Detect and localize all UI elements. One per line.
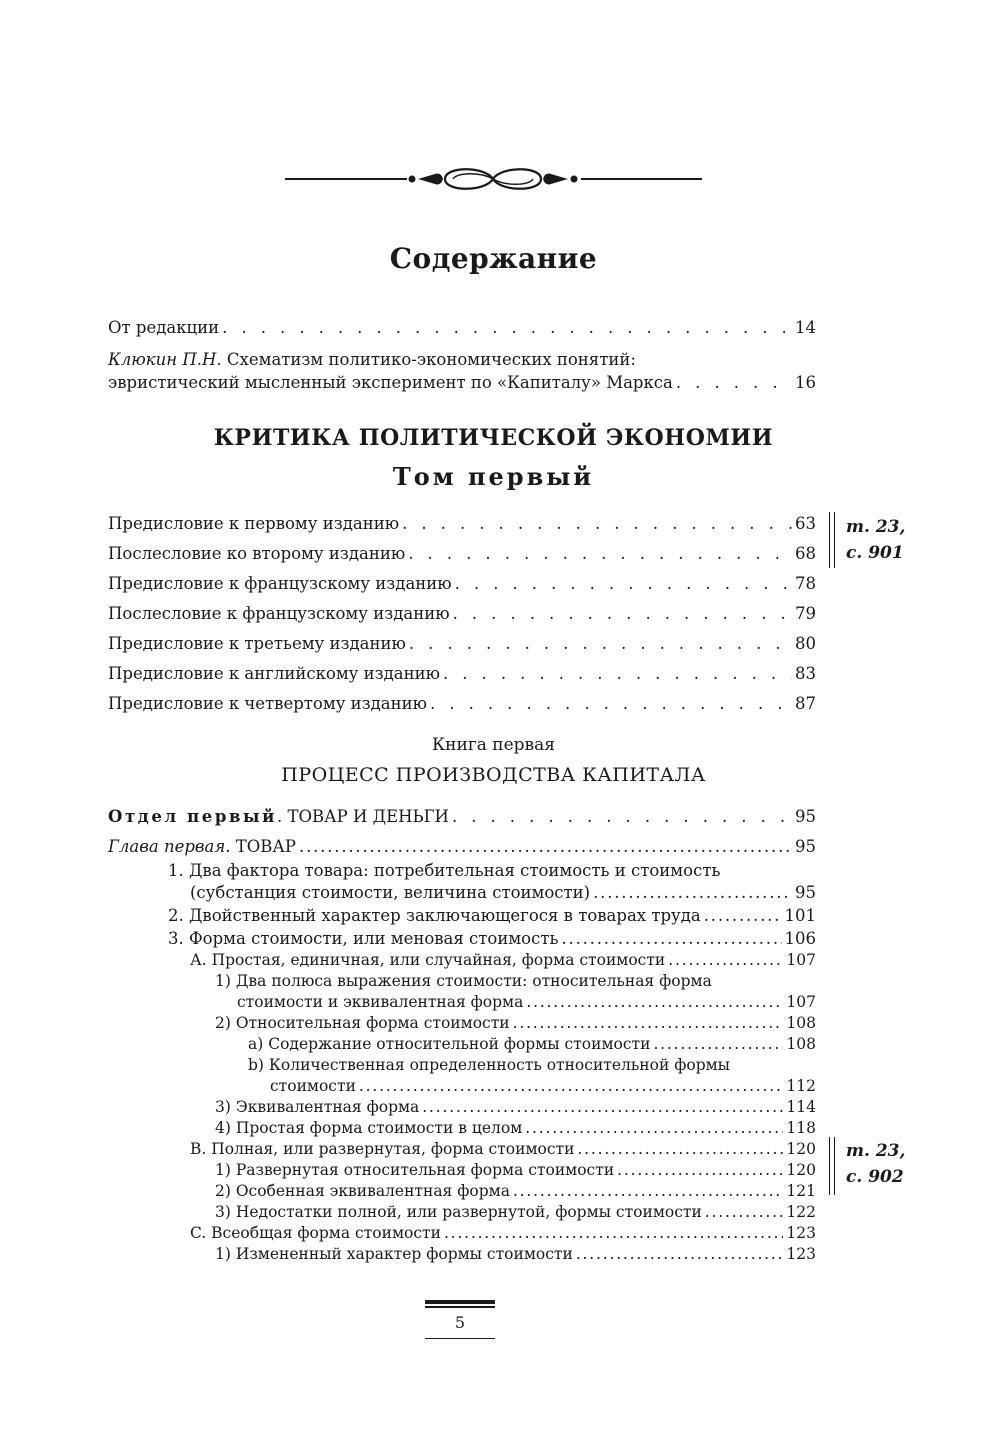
toc-entry-page: 107 xyxy=(786,951,816,969)
toc-entry-preface[interactable] xyxy=(108,543,816,565)
toc-entry-preface[interactable] xyxy=(108,633,816,655)
toc-entry-page: 80 xyxy=(795,634,816,653)
margin-note-volume: т. 23, xyxy=(846,517,906,537)
toc-entry-title: Предисловие к четвертому изданию xyxy=(108,694,428,713)
toc-entry-title: 1) Измененный характер формы стоимости xyxy=(215,1245,573,1263)
toc-entry-subitem[interactable] xyxy=(215,1013,816,1033)
toc-entry-subitem[interactable] xyxy=(190,1139,816,1159)
toc-entry-item[interactable] xyxy=(168,905,816,927)
ornament-flourish xyxy=(285,160,702,200)
toc-entry-title: Предисловие к третьему изданию xyxy=(108,634,406,653)
toc-entry-page: 121 xyxy=(786,1182,816,1200)
toc-entry-title: 4) Простая форма стоимости в целом xyxy=(215,1119,523,1137)
toc-entry-preface[interactable] xyxy=(108,513,816,535)
toc-entry-page: 83 xyxy=(795,664,816,683)
toc-entry-title: 3) Эквивалентная форма xyxy=(215,1098,420,1116)
margin-note-volume: т. 23, xyxy=(846,1141,906,1161)
toc-entry-title: Послесловие ко второму изданию xyxy=(108,544,406,563)
volume-title: Том первый xyxy=(392,462,595,491)
toc-entry-page: 79 xyxy=(795,604,816,623)
book-title: ПРОЦЕСС ПРОИЗВОДСТВА КАПИТАЛА xyxy=(281,764,706,786)
margin-note-page: с. 902 xyxy=(846,1167,904,1187)
toc-entry-title: Схематизм политико-экономических понятий: xyxy=(221,350,636,369)
toc-entry-page: 108 xyxy=(786,1035,816,1053)
margin-note-page: с. 901 xyxy=(846,543,904,563)
work-title: КРИТИКА ПОЛИТИЧЕСКОЙ ЭКОНОМИИ xyxy=(213,425,774,451)
toc-entry-subitem[interactable] xyxy=(248,1034,816,1054)
margin-note-bars xyxy=(829,1137,835,1195)
toc-entry-title: Предисловие к английскому изданию xyxy=(108,664,440,683)
toc-entry-page: 107 xyxy=(786,993,816,1011)
toc-entry-subitem[interactable] xyxy=(215,1160,816,1180)
toc-entry-page: 112 xyxy=(786,1077,816,1095)
toc-entry-title: (субстанция стоимости, величина стоимости) xyxy=(190,883,591,902)
toc-entry-page: 14 xyxy=(795,318,816,337)
toc-entry-title: эвристический мысленный эксперимент по «Капиталу» Маркса xyxy=(108,373,673,392)
toc-entry-subitem[interactable] xyxy=(215,1202,816,1222)
toc-entry-page: 106 xyxy=(784,929,816,948)
toc-entry-page: 118 xyxy=(786,1119,816,1137)
toc-entry-title: C. Всеобщая форма стоимости xyxy=(190,1224,441,1242)
toc-entry-subitem-line1[interactable]: 1) Два полюса выражения стоимости: относительная форма xyxy=(215,972,712,990)
section-label: Отдел первый xyxy=(108,807,278,826)
toc-entry-subitem[interactable] xyxy=(215,1244,816,1264)
toc-entry-page: 120 xyxy=(786,1161,816,1179)
toc-entry-title: Предисловие к первому изданию xyxy=(108,514,400,533)
toc-entry-page: 123 xyxy=(786,1224,816,1242)
footer-rule xyxy=(425,1300,495,1304)
toc-entry-subitem[interactable] xyxy=(215,1181,816,1201)
toc-entry-title: Послесловие к французскому изданию xyxy=(108,604,450,623)
toc-entry-page: 123 xyxy=(786,1245,816,1263)
toc-entry-title: 2) Относительная форма стоимости xyxy=(215,1014,510,1032)
section-title: . ТОВАР И ДЕНЬГИ xyxy=(277,807,449,826)
toc-entry-subitem[interactable] xyxy=(237,992,816,1012)
toc-entry-item-line1[interactable]: 1. Два фактора товара: потребительная стоимость и стоимость xyxy=(168,861,721,880)
toc-entry-title: А. Простая, единичная, или случайная, форма стоимости xyxy=(190,951,666,969)
toc-entry-author: Клюкин П.Н. xyxy=(108,350,222,369)
toc-entry-page: 87 xyxy=(795,694,816,713)
toc-entry-page: 16 xyxy=(795,373,816,392)
toc-entry-chapter[interactable] xyxy=(108,836,816,858)
toc-entry-preface[interactable] xyxy=(108,693,816,715)
toc-entry-page: 95 xyxy=(795,837,816,856)
page-title: Содержание xyxy=(389,242,598,275)
toc-entry-section[interactable] xyxy=(108,806,816,828)
chapter-label: Глава первая. xyxy=(108,837,231,856)
toc-entry-title: Предисловие к французскому изданию xyxy=(108,574,452,593)
toc-entry-subitem[interactable] xyxy=(190,1223,816,1243)
toc-entry-item[interactable] xyxy=(168,928,816,950)
toc-entry-page: 78 xyxy=(795,574,816,593)
toc-entry-item[interactable] xyxy=(190,882,816,904)
toc-entry-page: 68 xyxy=(795,544,816,563)
toc-entry-page: 95 xyxy=(795,807,816,826)
toc-entry-page: 63 xyxy=(795,514,816,533)
toc-entry-subitem[interactable] xyxy=(215,1118,816,1138)
toc-entry-subitem[interactable] xyxy=(270,1076,816,1096)
margin-note-bars xyxy=(829,512,835,568)
toc-entry-page: 101 xyxy=(784,906,816,925)
toc-entry-page: 122 xyxy=(786,1203,816,1221)
toc-entry-title: 1) Развернутая относительная форма стоимости xyxy=(215,1161,615,1179)
toc-entry-title: 3) Недостатки полной, или развернутой, формы стоимости xyxy=(215,1203,702,1221)
footer-rule xyxy=(425,1338,495,1339)
toc-entry-subitem[interactable] xyxy=(190,950,816,970)
toc-entry-title: 2. Двойственный характер заключающегося в товарах труда xyxy=(168,906,701,925)
toc-entry-title: стоимости xyxy=(270,1077,356,1095)
book-label: Книга первая xyxy=(432,735,555,755)
toc-entry-preface[interactable] xyxy=(108,603,816,625)
toc-entry-page: 95 xyxy=(795,883,816,902)
toc-entry-editorial[interactable] xyxy=(108,317,816,339)
toc-entry-page: 120 xyxy=(786,1140,816,1158)
toc-entry-page: 114 xyxy=(786,1098,816,1116)
toc-entry-title: стоимости и эквивалентная форма xyxy=(237,993,524,1011)
toc-entry-klyukin-line1[interactable] xyxy=(108,349,636,371)
toc-entry-subitem-line1[interactable]: b) Количественная определенность относительной формы xyxy=(248,1056,731,1074)
toc-entry-page: 108 xyxy=(786,1014,816,1032)
toc-entry-title: a) Содержание относительной формы стоимости xyxy=(248,1035,651,1053)
toc-entry-preface[interactable] xyxy=(108,663,816,685)
toc-entry-title: 3. Форма стоимости, или меновая стоимость xyxy=(168,929,559,948)
toc-entry-title: 2) Особенная эквивалентная форма xyxy=(215,1182,510,1200)
chapter-title: ТОВАР xyxy=(230,837,297,856)
toc-entry-title: От редакции xyxy=(108,318,220,337)
footer-rule xyxy=(425,1306,495,1308)
toc-entry-subitem[interactable] xyxy=(215,1097,816,1117)
page-number: 5 xyxy=(454,1313,466,1332)
toc-entry-title: B. Полная, или развернутая, форма стоимости xyxy=(190,1140,575,1158)
toc-entry-klyukin[interactable] xyxy=(108,372,816,394)
toc-entry-preface[interactable] xyxy=(108,573,816,595)
